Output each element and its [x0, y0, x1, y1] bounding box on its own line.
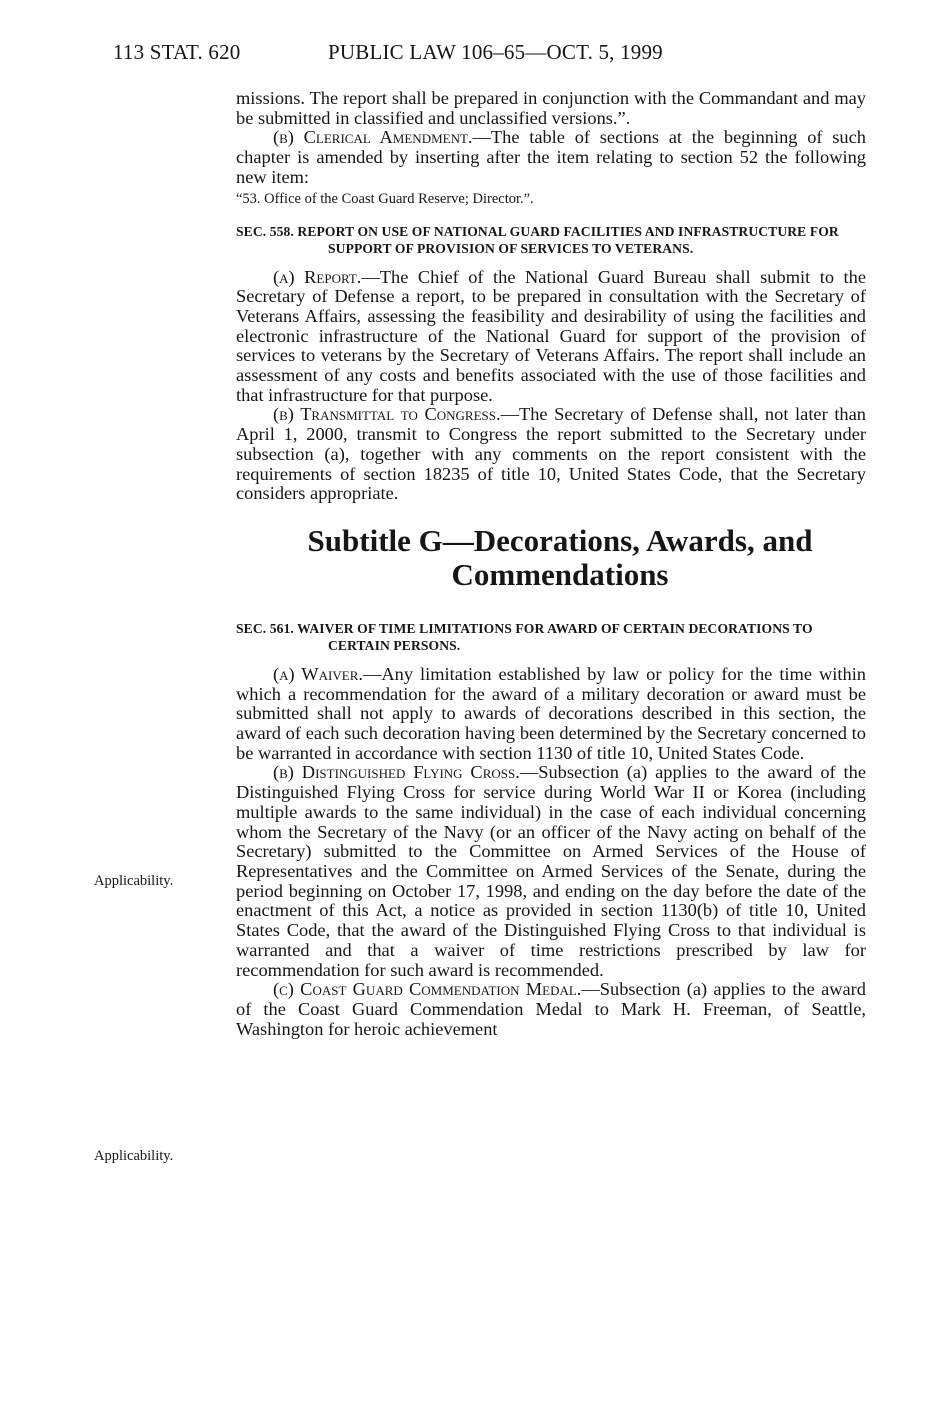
sec-558-b-label: (b) Transmittal to Congress — [273, 404, 496, 425]
clerical-amendment-label: (b) Clerical Amendment — [273, 127, 468, 148]
sec-561-heading: SEC. 561. WAIVER OF TIME LIMITATIONS FOR AWARD OF CERTAIN DECORATIONS TO CERTAIN PERSONS. — [236, 620, 813, 654]
page-number: 113 STAT. 620 — [113, 40, 241, 64]
continuation-paragraph: missions. The report shall be prepared in conjunction with the Commandant and may be submitted in classified and unclassified versions.”. — [236, 88, 866, 128]
sec-558-a-text: .—The Chief of the National Guard Bureau shall submit to the Secretary of Defense a report, to be prepared in consultation with the Secretary of Veterans Affairs, assessing the feasibility and desirability of using the facilities and electronic infrastructure of the National Guard for support of the provision of services to veterans by the Secretary of Veterans Affairs. The report shall include an assessment of any costs and benefits associated with the use of those facilities and that infrastructure for that purpose. — [236, 266, 866, 405]
sec-561-b-text: .—Subsection (a) applies to the award of the Distinguished Flying Cross for service during World War II or Korea (including multiple awards to the same individual) in the case of each individual concerning whom the Secretary of the Navy (or an officer of the Navy acting on behalf of the Secretary) submitted to the Committee on Armed Services of the House of Representatives and the Committee on Armed Services of the Senate, during the period beginning on October 17, 1998, and ending on the day before the date of the enactment of this Act, a notice as provided in section 1130(b) of title 10, United States Code, that the award of the Distinguished Flying Cross to that individual is warranted and that a waiver of time restrictions prescribed by law for recommendation for such award is recommended. — [236, 762, 866, 980]
margin-note-applicability-b: Applicability. — [94, 873, 174, 889]
sec-558-b-text: .—The Secretary of Defense shall, not later than April 1, 2000, transmit to Congress the report submitted to the Secretary under subsection (a), together with any comments on the report consistent with the requirements of section 18235 of title 10, United States Code, that the Secretary considers appropriate. — [236, 404, 866, 504]
text-column — [236, 89, 866, 1039]
sec-561-subsection-a — [236, 665, 866, 764]
sec-558-subsection-b — [236, 405, 866, 504]
sec-561-b-label: (b) Distinguished Flying Cross — [273, 762, 516, 783]
subtitle-line-2: Commendations — [451, 556, 669, 592]
running-header — [0, 40, 948, 70]
margin-note-applicability-c: Applicability. — [94, 1148, 174, 1164]
sec-561-subsection-c — [236, 980, 866, 1039]
sec-558-subsection-a — [236, 268, 866, 406]
sec-561-subsection-b — [236, 763, 866, 980]
sec-558-heading: SEC. 558. REPORT ON USE OF NATIONAL GUARD FACILITIES AND INFRASTRUCTURE FOR SUPPORT OF PROVISION OF SERVICES TO VETERANS. — [236, 223, 839, 257]
new-section-item: “53. Office of the Coast Guard Reserve; Director.”. — [236, 190, 534, 207]
sec-561-c-text: .—Subsection (a) applies to the award of the Coast Guard Commendation Medal to Mark H. Freeman, of Seattle, Washington for heroic achievement — [236, 979, 867, 1039]
sec-561-a-text: .—Any limitation established by law or policy for the time within which a recommendation for the award of a military decoration or award must be submitted shall not apply to awards of decorations described in this section, the award of each such decoration having been determined by the Secretary concerned to be warranted in accordance with section 1130 of title 10, United States Code. — [236, 663, 866, 763]
sec-558-a-label: (a) Report — [273, 266, 357, 287]
subtitle-heading — [236, 524, 866, 592]
clerical-amendment-text: .—The table of sections at the beginning of such chapter is amended by inserting after the item relating to section 52 the following new item: — [236, 127, 866, 187]
subtitle-line-1: Subtitle G—Decorations, Awards, and — [307, 522, 813, 558]
sec-561-a-label: (a) Waiver — [273, 663, 359, 684]
law-citation: PUBLIC LAW 106–65—OCT. 5, 1999 — [328, 40, 663, 64]
clerical-amendment-paragraph — [236, 128, 866, 187]
sec-561-c-label: (c) Coast Guard Commendation Medal — [273, 979, 577, 1000]
